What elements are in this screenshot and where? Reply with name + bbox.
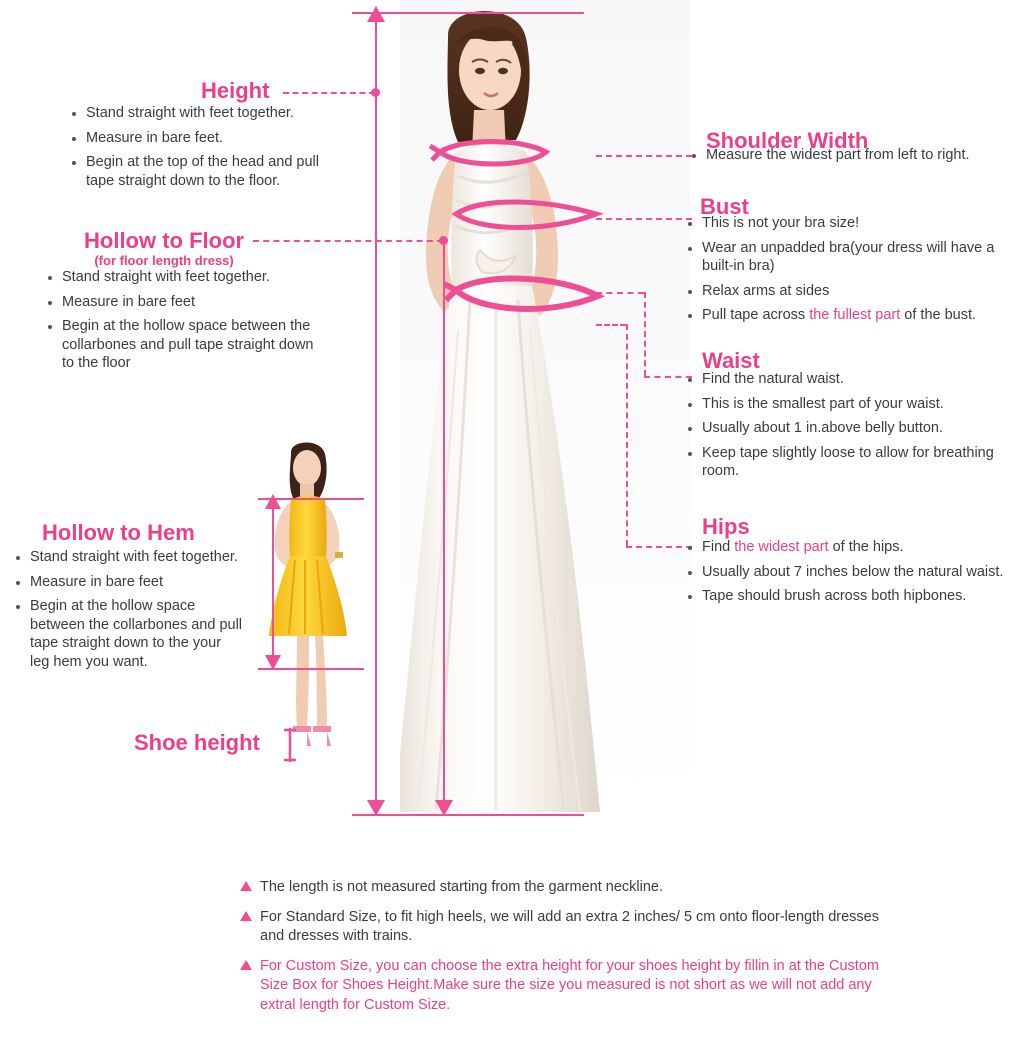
list-item: Pull tape across the fullest part of the bust.: [686, 306, 1008, 325]
hips-leader-h2: [626, 546, 692, 548]
height-bullets: [70, 104, 340, 196]
bust-leader: [596, 218, 692, 220]
height-bottom-rule: [352, 814, 584, 816]
bust-bullets: [686, 214, 1008, 331]
list-item: Usually about 7 inches below the natural waist.: [686, 563, 1008, 582]
hollow-to-floor-subtitle: (for floor length dress): [94, 253, 234, 268]
list-item: Find the natural waist.: [686, 370, 1008, 389]
note-text: The length is not measured starting from the garment neckline.: [260, 879, 663, 895]
height-leader: [283, 92, 375, 94]
warning-triangle-icon: [240, 960, 252, 970]
list-item: Measure the widest part from left to right.: [690, 146, 1010, 165]
hips-leader-h1: [596, 324, 626, 326]
hips-emphasis: the widest part: [734, 539, 829, 555]
hollow-to-hem-bullets: [14, 548, 244, 677]
waist-leader-h2: [644, 376, 692, 378]
height-axis-line: [375, 12, 377, 812]
hips-heading: Hips: [702, 514, 750, 539]
hem-arrow-bottom: [263, 652, 283, 672]
hem-arrow-top: [263, 492, 283, 512]
list-item: Stand straight with feet together.: [14, 548, 244, 567]
hollow-to-floor-title: Hollow to Floor: [84, 228, 245, 253]
list-item: Usually about 1 in.above belly button.: [686, 419, 1008, 438]
hollow-to-floor-heading: [84, 228, 244, 268]
list-item: Relax arms at sides: [686, 282, 1008, 301]
footer-notes: [240, 878, 880, 1025]
hollow-to-floor-bullets: [46, 268, 326, 379]
hollow-to-floor-axis: [443, 240, 445, 812]
hips-bullets: [686, 538, 1008, 612]
note-text: For Standard Size, to fit high heels, we will add an extra 2 inches/ 5 cm onto floor-length dresses and dresses with trains.: [260, 908, 879, 945]
list-item: Tape should brush across both hipbones.: [686, 587, 1008, 606]
hollow-to-floor-arrow: [433, 796, 455, 818]
shoe-height-marker: [282, 726, 308, 766]
list-item: Measure in bare feet: [14, 573, 244, 592]
shoe-height-heading: Shoe height: [134, 730, 260, 755]
hips-leader-v: [626, 324, 628, 546]
waist-heading: Waist: [702, 348, 760, 373]
list-item: Begin at the hollow space between the collarbones and pull tape straight down to the your leg hem you want.: [14, 597, 244, 671]
shoulder-width-heading: Shoulder Width: [706, 128, 869, 153]
note-text: For Custom Size, you can choose the extra height for your shoes height by fillin in at the Custom Size Box for Shoes Height.Make sure the size you measured is not short as we will not add any extral length for Custom Size.: [260, 957, 879, 1013]
warning-triangle-icon: [240, 911, 252, 921]
note-item: [240, 957, 880, 1016]
hem-axis: [272, 500, 274, 666]
bust-emphasis: the fullest part: [809, 307, 901, 324]
list-item: Begin at the hollow space between the collarbones and pull tape straight down to the floor: [46, 317, 326, 373]
hollow-to-floor-leader: [253, 240, 443, 242]
list-item: Stand straight with feet together.: [70, 104, 340, 123]
shoulder-width-bullets: [690, 146, 1010, 171]
warning-triangle-icon: [240, 881, 252, 891]
hollow-to-hem-heading: Hollow to Hem: [42, 520, 195, 545]
height-heading: Height: [201, 78, 270, 103]
short-dress-illustration: [247, 440, 387, 770]
list-item: Measure in bare feet.: [70, 129, 340, 148]
list-item: Measure in bare feet: [46, 293, 326, 312]
list-item: Begin at the top of the head and pull tape straight down to the floor.: [70, 153, 340, 190]
list-item: This is the smallest part of your waist.: [686, 395, 1008, 414]
waist-bullets: [686, 370, 1008, 487]
height-arrow-top: [365, 4, 387, 26]
note-item: [240, 908, 880, 947]
list-item: Keep tape slightly loose to allow for breathing room.: [686, 444, 1008, 481]
bust-heading: Bust: [700, 194, 749, 219]
note-item: [240, 878, 880, 898]
list-item: This is not your bra size!: [686, 214, 1008, 233]
waist-leader-v: [644, 292, 646, 376]
list-item: Wear an unpadded bra(your dress will have a built-in bra): [686, 239, 1008, 276]
waist-leader-h1: [596, 292, 644, 294]
shoulder-leader: [596, 155, 692, 157]
short-dress-model: [247, 440, 387, 770]
list-item: Find the widest part of the hips.: [686, 538, 1008, 557]
height-top-rule: [352, 12, 584, 14]
list-item: Stand straight with feet together.: [46, 268, 326, 287]
